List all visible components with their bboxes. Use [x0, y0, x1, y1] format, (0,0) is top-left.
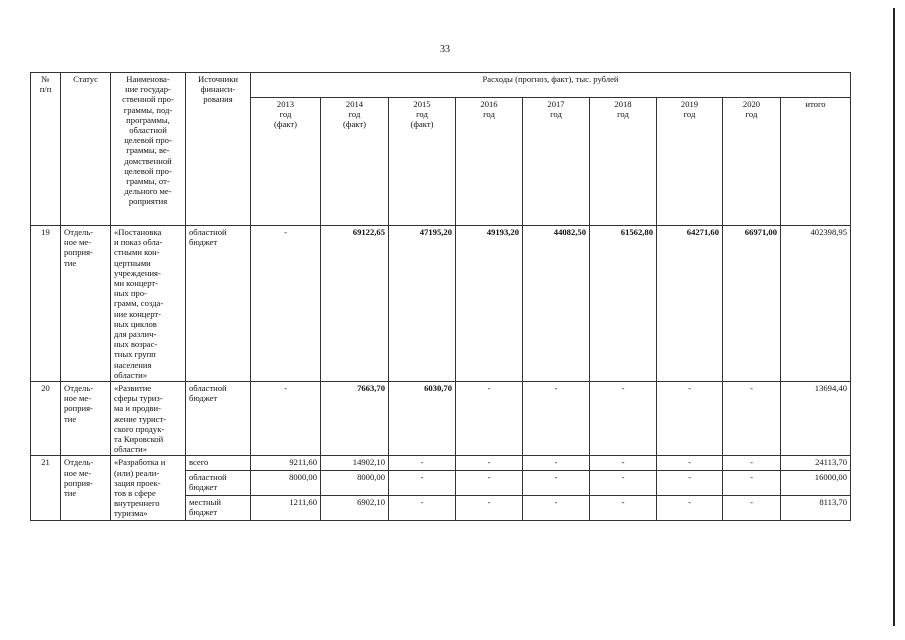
row-value: - [523, 470, 590, 495]
header-status-label: Статус [73, 74, 98, 84]
row-value: - [590, 470, 657, 495]
row-status: Отдель- ное ме- роприя- тие [61, 382, 111, 456]
row-value: 1211,60 [251, 495, 321, 520]
header-year [590, 98, 657, 226]
table-row [31, 382, 851, 456]
row-number: 19 [31, 226, 61, 382]
row-number: 21 [31, 456, 61, 520]
header-row-1 [31, 73, 851, 98]
row-value: 69122,65 [321, 226, 389, 382]
row-total: 13694,40 [781, 382, 851, 456]
row-value: - [389, 456, 456, 470]
row-value: 8000,00 [321, 470, 389, 495]
row-value: 6902,10 [321, 495, 389, 520]
page-edge-rule [893, 8, 895, 626]
row-value: 6030,70 [389, 382, 456, 456]
header-source [186, 73, 251, 226]
header-year [456, 98, 523, 226]
row-value: - [723, 470, 781, 495]
row-source: всего [186, 456, 251, 470]
header-source-label: Источники финанси- рования [197, 74, 239, 105]
row-value: 64271,60 [657, 226, 723, 382]
header-expenses [251, 73, 851, 98]
header-name-label: Наименова- ние государ- ственной про- граммы, под- программы, областной целевой про- граммы, ве- домственной целевой про- граммы, от- дельного ме- роприятия [122, 74, 174, 207]
row-value: 7663,70 [321, 382, 389, 456]
header-status [61, 73, 111, 226]
row-value: - [251, 226, 321, 382]
row-total: 8113,70 [781, 495, 851, 520]
row-value: - [657, 470, 723, 495]
row-value: - [456, 456, 523, 470]
row-value: - [456, 495, 523, 520]
header-year [251, 98, 321, 226]
header-year [389, 98, 456, 226]
row-source: областной бюджет [186, 382, 251, 456]
row-source: областной бюджет [186, 470, 251, 495]
header-name [111, 73, 186, 226]
row-name: «Разработка и (или) реали- зация проек- тов в сфере внутреннего туризма» [111, 456, 186, 520]
row-value: - [723, 382, 781, 456]
header-year-label: 2019 год [680, 99, 699, 120]
row-name: «Постановка и показ обла- стными кон- цертными учреждения- ми концерт- ных про- грамм, созда- ние концерт- ных циклов для различ- ных возрас- тных групп населения области» [111, 226, 186, 382]
header-year-label: 2018 год [614, 99, 632, 120]
row-value: - [590, 495, 657, 520]
expenses-table [30, 72, 851, 521]
row-value: 47195,20 [389, 226, 456, 382]
row-value: - [590, 456, 657, 470]
row-value: - [523, 456, 590, 470]
header-expenses-label: Расходы (прогноз, факт), тыс. рублей [482, 74, 619, 84]
header-num [31, 73, 61, 226]
row-value: 14902,10 [321, 456, 389, 470]
header-year-label: 2014 год (факт) [343, 99, 366, 130]
row-value: - [523, 495, 590, 520]
row-value: - [251, 382, 321, 456]
row-source: областной бюджет [186, 226, 251, 382]
row-value: - [389, 470, 456, 495]
header-year [321, 98, 389, 226]
header-num-label: № п/п [39, 74, 52, 95]
row-name: «Развитие сферы туриз- ма и продви- жение турист- ского продук- та Кировской области» [111, 382, 186, 456]
row-value: - [590, 382, 657, 456]
header-year [657, 98, 723, 226]
header-year [723, 98, 781, 226]
header-total [781, 98, 851, 226]
row-source: местный бюджет [186, 495, 251, 520]
header-year-label: 2015 год (факт) [410, 99, 434, 130]
row-value: - [389, 495, 456, 520]
row-status: Отдель- ное ме- роприя- тие [61, 456, 111, 520]
row-value: 8000,00 [251, 470, 321, 495]
row-value: - [523, 382, 590, 456]
row-value: 49193,20 [456, 226, 523, 382]
row-total: 24113,70 [781, 456, 851, 470]
row-value: 9211,60 [251, 456, 321, 470]
row-value: - [456, 470, 523, 495]
row-total: 16000,00 [781, 470, 851, 495]
row-value: - [723, 495, 781, 520]
row-value: - [657, 382, 723, 456]
row-total: 402398,95 [781, 226, 851, 382]
row-value: 44082,50 [523, 226, 590, 382]
row-value: 61562,80 [590, 226, 657, 382]
header-year [523, 98, 590, 226]
row-value: 66971,00 [723, 226, 781, 382]
header-year-label: 2020 год [742, 99, 761, 120]
table-row [31, 226, 851, 382]
page-number: 33 [440, 44, 450, 55]
row-value: - [657, 456, 723, 470]
table-row [31, 456, 851, 470]
header-year-label: 2016 год [480, 99, 498, 120]
row-status: Отдель- ное ме- роприя- тие [61, 226, 111, 382]
row-value: - [456, 382, 523, 456]
header-year-label: 2017 год [547, 99, 565, 120]
header-year-label: 2013 год (факт) [274, 99, 297, 130]
header-total-label: итого [805, 99, 826, 109]
row-value: - [657, 495, 723, 520]
row-value: - [723, 456, 781, 470]
row-number: 20 [31, 382, 61, 456]
